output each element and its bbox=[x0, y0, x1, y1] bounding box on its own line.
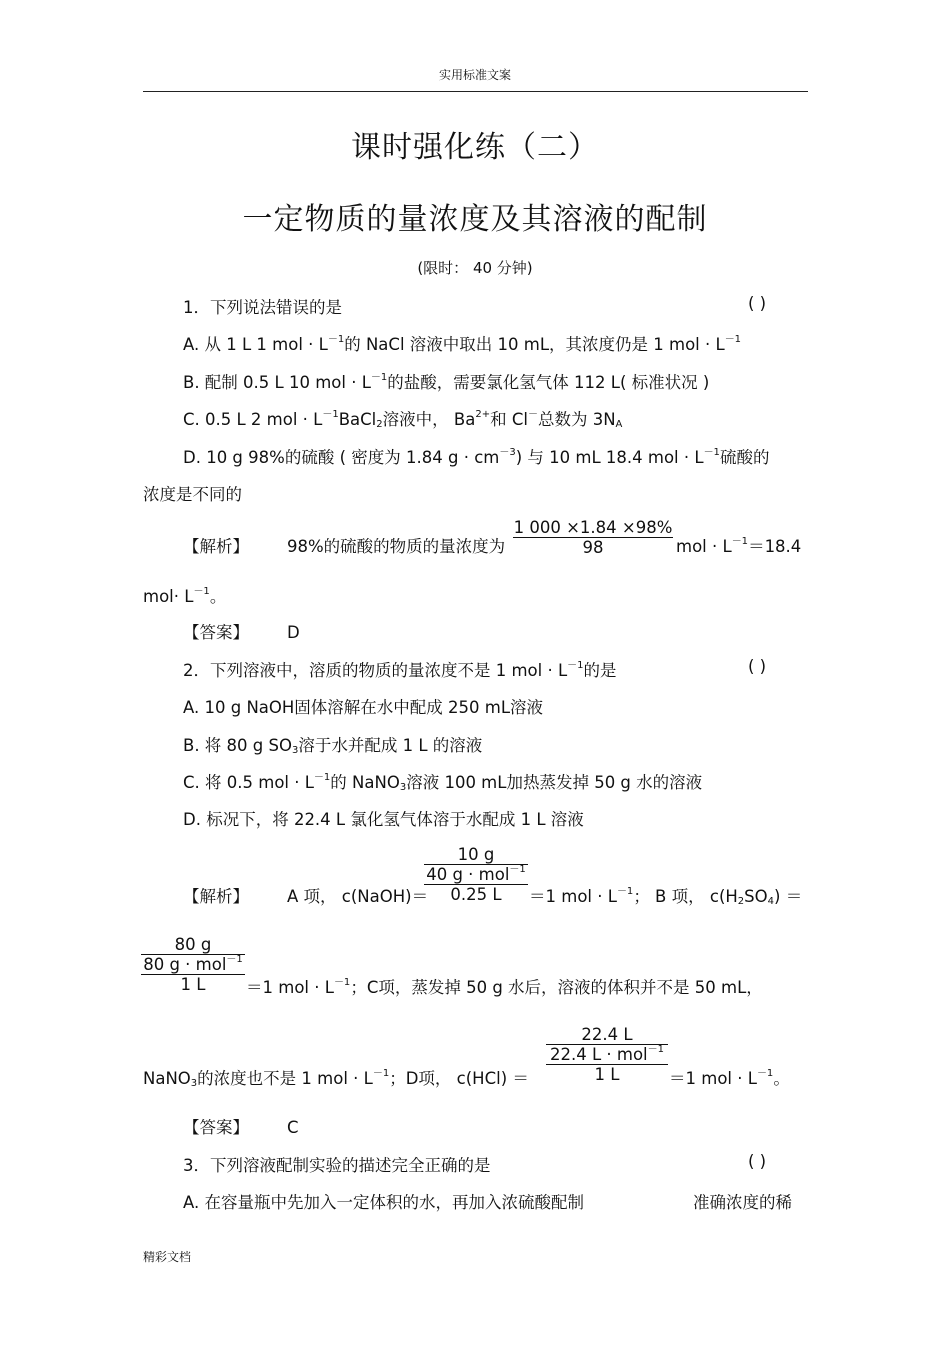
q2-analysis-d-result: ＝1 mol · $L^{-1}$。 bbox=[669, 1068, 790, 1088]
q1-analysis-result: mol · $L^{-1}=18.4$ bbox=[676, 536, 802, 556]
q2-option-c: C. 将 0.5 mol · $L^{-1}$的 NaNO$_3$溶液 100 mL加热蒸发掉 50 g 水的溶液 bbox=[183, 772, 703, 793]
q2-analysis-c-continued: NaNO$_3$的浓度也不是 1 mol · $L^{-1}$；D项， c(HCl) ＝ bbox=[143, 1068, 529, 1089]
q3-option-a: A. 在容量瓶中先加入一定体积的水，再加入浓硫酸配制 bbox=[183, 1193, 584, 1212]
q1-fraction: 1 000 ×1.84 ×98% 98 bbox=[513, 518, 673, 557]
q3-answer-paren: ( ) bbox=[748, 1152, 767, 1171]
q2-answer: 【答案】 C bbox=[183, 1118, 299, 1137]
q1-analysis: 【解析】 98%的硫酸的物质的量浓度为 bbox=[183, 537, 506, 556]
q1-option-a: A. 从 1 L 1 mol · $L^{-1}$的 NaCl 溶液中取出 10 mL，其浓度仍是 1 mol · $L^{-1}$ bbox=[183, 334, 742, 354]
q1-option-d-continued: 浓度是不同的 bbox=[143, 485, 242, 504]
page-footer: 精彩文档 bbox=[143, 1250, 192, 1264]
main-title: 课时强化练（二） bbox=[351, 130, 599, 165]
q1-option-b: B. 配制 0.5 L 10 mol · $L^{-1}$的盐酸，需要氯化氢气体 112 L( 标准状况 ) bbox=[183, 372, 710, 392]
q3-stem: 3．下列溶液配制实验的描述完全正确的是 bbox=[183, 1156, 491, 1175]
q2-fraction-h2so4: 80 g 80 g · mol$^{-1}$ 1 L bbox=[141, 935, 245, 994]
q2-answer-paren: ( ) bbox=[748, 657, 767, 676]
q1-answer-paren: ( ) bbox=[748, 294, 767, 313]
q2-analysis-start: 【解析】 A 项， c(NaOH)＝ bbox=[183, 887, 429, 906]
q2-analysis-b-result: ＝1 mol · $L^{-1}$；C项，蒸发掉 50 g 水后，溶液的体积并不是 50 mL， bbox=[246, 977, 763, 997]
header-rule bbox=[143, 91, 808, 92]
q1-option-d: D. 10 g 98%的硫酸 ( 密度为 1.84 $g \cdot cm^{-3}$) 与 10 mL 18.4 mol · $L^{-1}$硫酸的 bbox=[183, 447, 770, 467]
q2-fraction-hcl: 22.4 L 22.4 L · mol$^{-1}$ 1 L bbox=[546, 1025, 668, 1084]
q1-stem: 1．下列说法错误的是 bbox=[183, 298, 342, 317]
q2-option-d: D. 标况下，将 22.4 L 氯化氢气体溶于水配成 1 L 溶液 bbox=[183, 810, 584, 829]
subtitle: 一定物质的量浓度及其溶液的配制 bbox=[242, 202, 708, 237]
q1-analysis-continued: $mol\cdot L^{-1}$。 bbox=[143, 586, 227, 606]
time-limit: (限时： 40 分钟) bbox=[417, 259, 533, 277]
page-header: 实用标准文案 bbox=[438, 68, 511, 82]
q1-answer: 【答案】 D bbox=[183, 623, 300, 642]
q2-analysis-a-result: ＝1 mol · $L^{-1}$； B 项， $c(H_2SO_4)$ ＝ bbox=[529, 886, 803, 907]
q2-fraction-naoh: 10 g 40 g · mol$^{-1}$ 0.25 L bbox=[424, 845, 528, 904]
q2-stem: 2．下列溶液中，溶质的物质的量浓度不是 1 mol · $L^{-1}$的是 bbox=[183, 660, 617, 680]
q3-option-a-tail: 准确浓度的稀 bbox=[693, 1193, 792, 1212]
analysis-label: 【解析】 bbox=[183, 537, 249, 556]
q1-option-c: C. 0.5 L 2 mol · $L^{-1}BaCl_2$溶液中， $Ba^{2+}$和 Cl－总数为 $3N_A$ bbox=[183, 409, 623, 430]
q2-option-b: B. 将 80 g $SO_3$溶于水并配成 1 L 的溶液 bbox=[183, 736, 483, 756]
q2-option-a: A. 10 g NaOH固体溶解在水中配成 250 mL溶液 bbox=[183, 698, 544, 717]
